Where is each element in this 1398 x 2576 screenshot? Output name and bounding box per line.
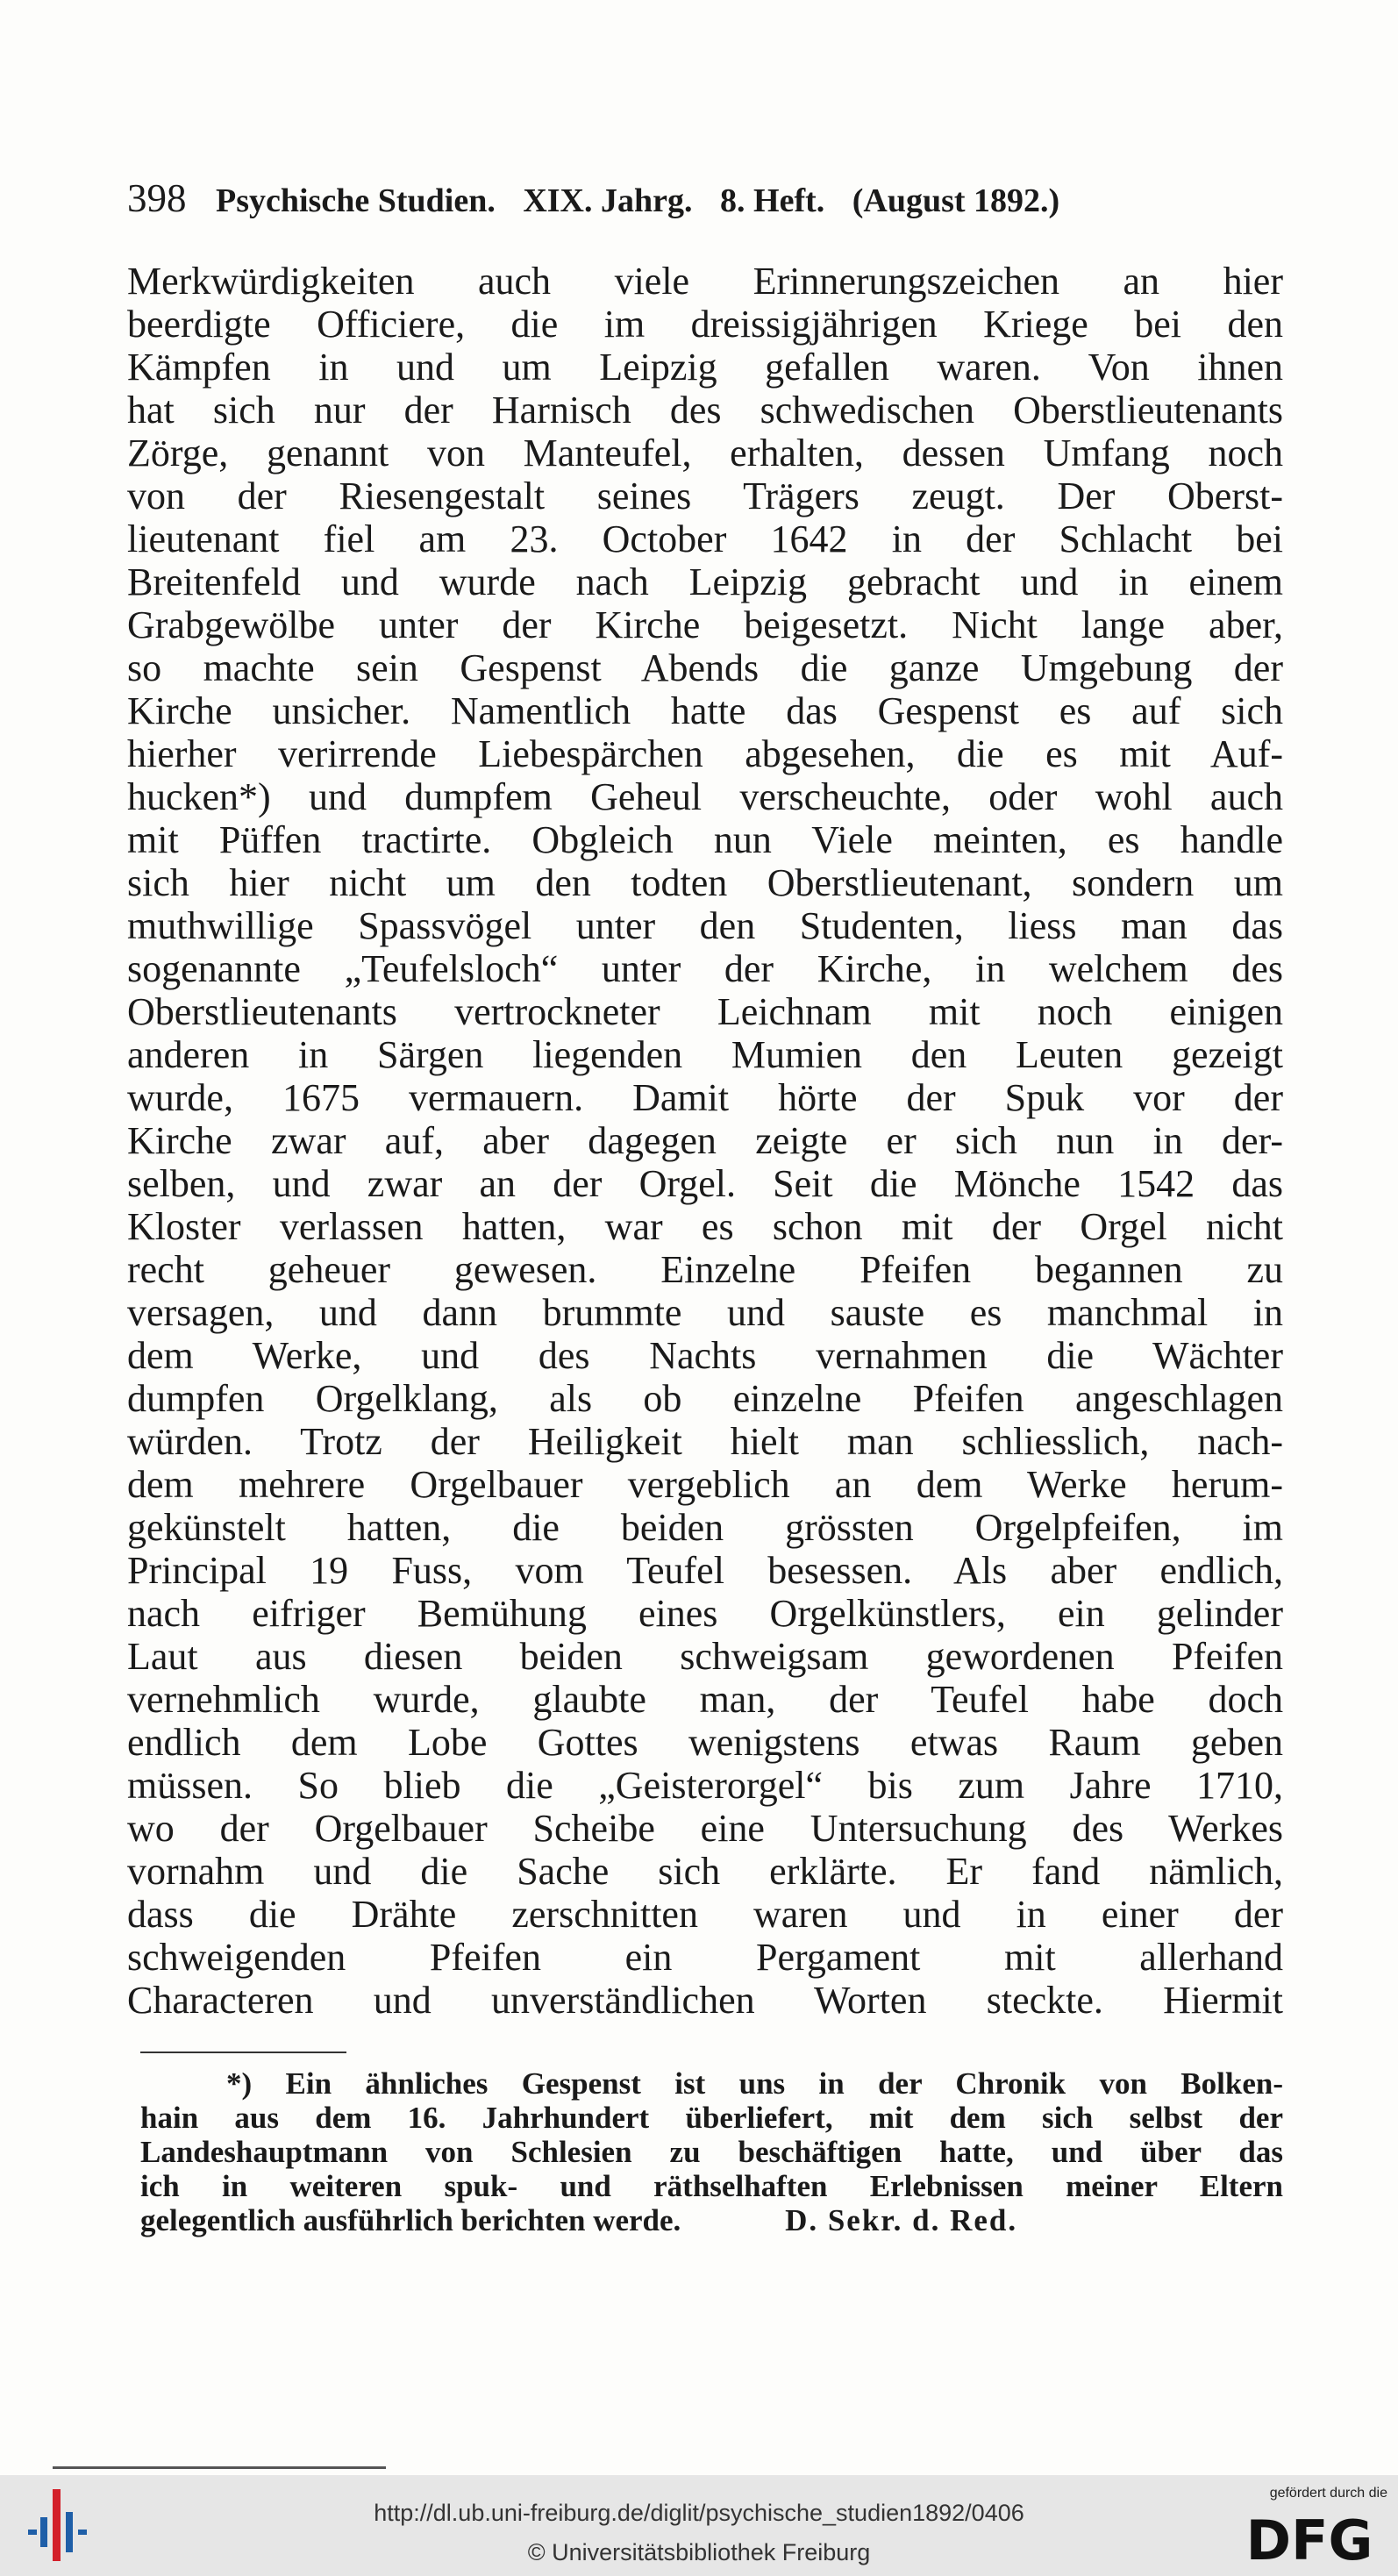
footnote-line: *) Ein ähnliches Gespenst ist uns in der Chronik von Bolken- [226, 2066, 1283, 2101]
body-line: mit Püffen tractirte. Obgleich nun Viele meinten, es handle [127, 818, 1283, 861]
body-line: Kämpfen in und um Leipzig gefallen waren. Von ihnen [127, 346, 1283, 389]
body-line: nach eifriger Bemühung eines Orgelkünstlers, ein gelinder [127, 1592, 1283, 1635]
footnote-line: ich in weiteren spuk- und räthselhaften Erlebnissen meiner Eltern [140, 2169, 1283, 2203]
footnote [140, 2066, 1283, 2237]
body-line: sogenannte „Teufelsloch“ unter der Kirche, in welchem des [127, 947, 1283, 990]
dfg-logo-icon [1235, 2508, 1384, 2566]
body-line: müssen. So blieb die „Geisterorgel“ bis zum Jahre 1710, [127, 1764, 1283, 1807]
body-line: hat sich nur der Harnisch des schwedischen Oberstlieutenants [127, 389, 1283, 432]
body-line: lieutenant fiel am 23. October 1642 in der Schlacht bei [127, 517, 1283, 560]
running-header [127, 172, 1285, 227]
dfg-funding-block [1230, 2484, 1387, 2572]
journal-title: Psychische Studien. [216, 182, 496, 219]
permalink-url[interactable]: http://dl.ub.uni-freiburg.de/diglit/psychische_studien1892/0406 [374, 2500, 1024, 2526]
body-line: anderen in Särgen liegenden Mumien den Leuten gezeigt [127, 1033, 1283, 1076]
body-line: Breitenfeld und wurde nach Leipzig gebracht und in einem [127, 560, 1283, 603]
dfg-logo-text: DFG [1245, 2508, 1373, 2566]
body-line: dem Werke, und des Nachts vernahmen die Wächter [127, 1334, 1283, 1377]
body-line: Laut aus diesen beiden schweigsam gewordenen Pfeifen [127, 1635, 1283, 1678]
body-line: Grabgewölbe unter der Kirche beigesetzt. Nicht lange aber, [127, 603, 1283, 646]
body-line: Oberstlieutenants vertrockneter Leichnam mit noch einigen [127, 990, 1283, 1033]
footnote-divider [140, 2052, 346, 2053]
footnote-closing-text: gelegentlich ausführlich berichten werde. [140, 2203, 681, 2237]
footnote-line: hain aus dem 16. Jahrhundert überliefert, mit dem sich selbst der [140, 2101, 1283, 2135]
body-line: Principal 19 Fuss, vom Teufel besessen. Als aber endlich, [127, 1549, 1283, 1592]
page-number: 398 [127, 176, 187, 220]
body-line: versagen, und dann brummte und sauste es manchmal in [127, 1291, 1283, 1334]
funding-caption: gefördert durch die [1269, 2486, 1387, 2501]
body-line: hierher verirrende Liebespärchen abgesehen, die es mit Auf- [127, 732, 1283, 775]
body-line: Characteren und unverständlichen Worten steckte. Hiermit [127, 1979, 1283, 2022]
volume-label: XIX. Jahrg. [523, 182, 693, 219]
issue-label: 8. Heft. [720, 182, 825, 219]
body-line: Kloster verlassen hatten, war es schon mit der Orgel nicht [127, 1205, 1283, 1248]
footnote-line: Landeshauptmann von Schlesien zu beschäftigen hatte, und über das [140, 2135, 1283, 2169]
editor-signature: D. Sekr. d. Red. [785, 2203, 1018, 2237]
body-line: vornahm und die Sache sich erklärte. Er fand nämlich, [127, 1850, 1283, 1893]
body-line: dass die Drähte zerschnitten waren und in einer der [127, 1893, 1283, 1936]
viewer-footer [0, 2475, 1398, 2576]
body-line: dumpfen Orgelklang, als ob einzelne Pfeifen angeschlagen [127, 1377, 1283, 1420]
body-line: wo der Orgelbauer Scheibe eine Untersuchung des Werkes [127, 1807, 1283, 1850]
body-line: gekünstelt hatten, die beiden grössten Orgelpfeifen, im [127, 1506, 1283, 1549]
body-line: sich hier nicht um den todten Oberstlieutenant, sondern um [127, 861, 1283, 904]
body-text [127, 260, 1283, 2022]
copyright-notice: © Universitätsbibliothek Freiburg [527, 2539, 871, 2565]
body-line: so machte sein Gespenst Abends die ganze Umgebung der [127, 646, 1283, 689]
body-line: hucken*) und dumpfem Geheul verscheuchte, oder wohl auch [127, 775, 1283, 818]
footnote-last-line [140, 2203, 1283, 2237]
body-line: muthwillige Spassvögel unter den Studenten, liess man das [127, 904, 1283, 947]
issue-date: (August 1892.) [852, 182, 1060, 219]
body-line: Kirche unsicher. Namentlich hatte das Gespenst es auf sich [127, 689, 1283, 732]
body-line: vernehmlich wurde, glaubte man, der Teufel habe doch [127, 1678, 1283, 1721]
body-line: endlich dem Lobe Gottes wenigstens etwas Raum geben [127, 1721, 1283, 1764]
body-line: Zörge, genannt von Manteufel, erhalten, dessen Umfang noch [127, 432, 1283, 475]
body-line: schweigenden Pfeifen ein Pergament mit allerhand [127, 1936, 1283, 1979]
body-line: Kirche zwar auf, aber dagegen zeigte er sich nun in der- [127, 1119, 1283, 1162]
body-line: würden. Trotz der Heiligkeit hielt man schliesslich, nach- [127, 1420, 1283, 1463]
body-line: recht geheuer gewesen. Einzelne Pfeifen begannen zu [127, 1248, 1283, 1291]
body-line: von der Riesengestalt seines Trägers zeugt. Der Oberst- [127, 475, 1283, 517]
body-line: dem mehrere Orgelbauer vergeblich an dem Werke herum- [127, 1463, 1283, 1506]
body-line: beerdigte Officiere, die im dreissigjährigen Kriege bei den [127, 303, 1283, 346]
body-line: Merkwürdigkeiten auch viele Erinnerungszeichen an hier [127, 260, 1283, 303]
body-line: selben, und zwar an der Orgel. Seit die Mönche 1542 das [127, 1162, 1283, 1205]
scan-edge-mark [53, 2466, 386, 2469]
body-line: wurde, 1675 vermauern. Damit hörte der Spuk vor der [127, 1076, 1283, 1119]
